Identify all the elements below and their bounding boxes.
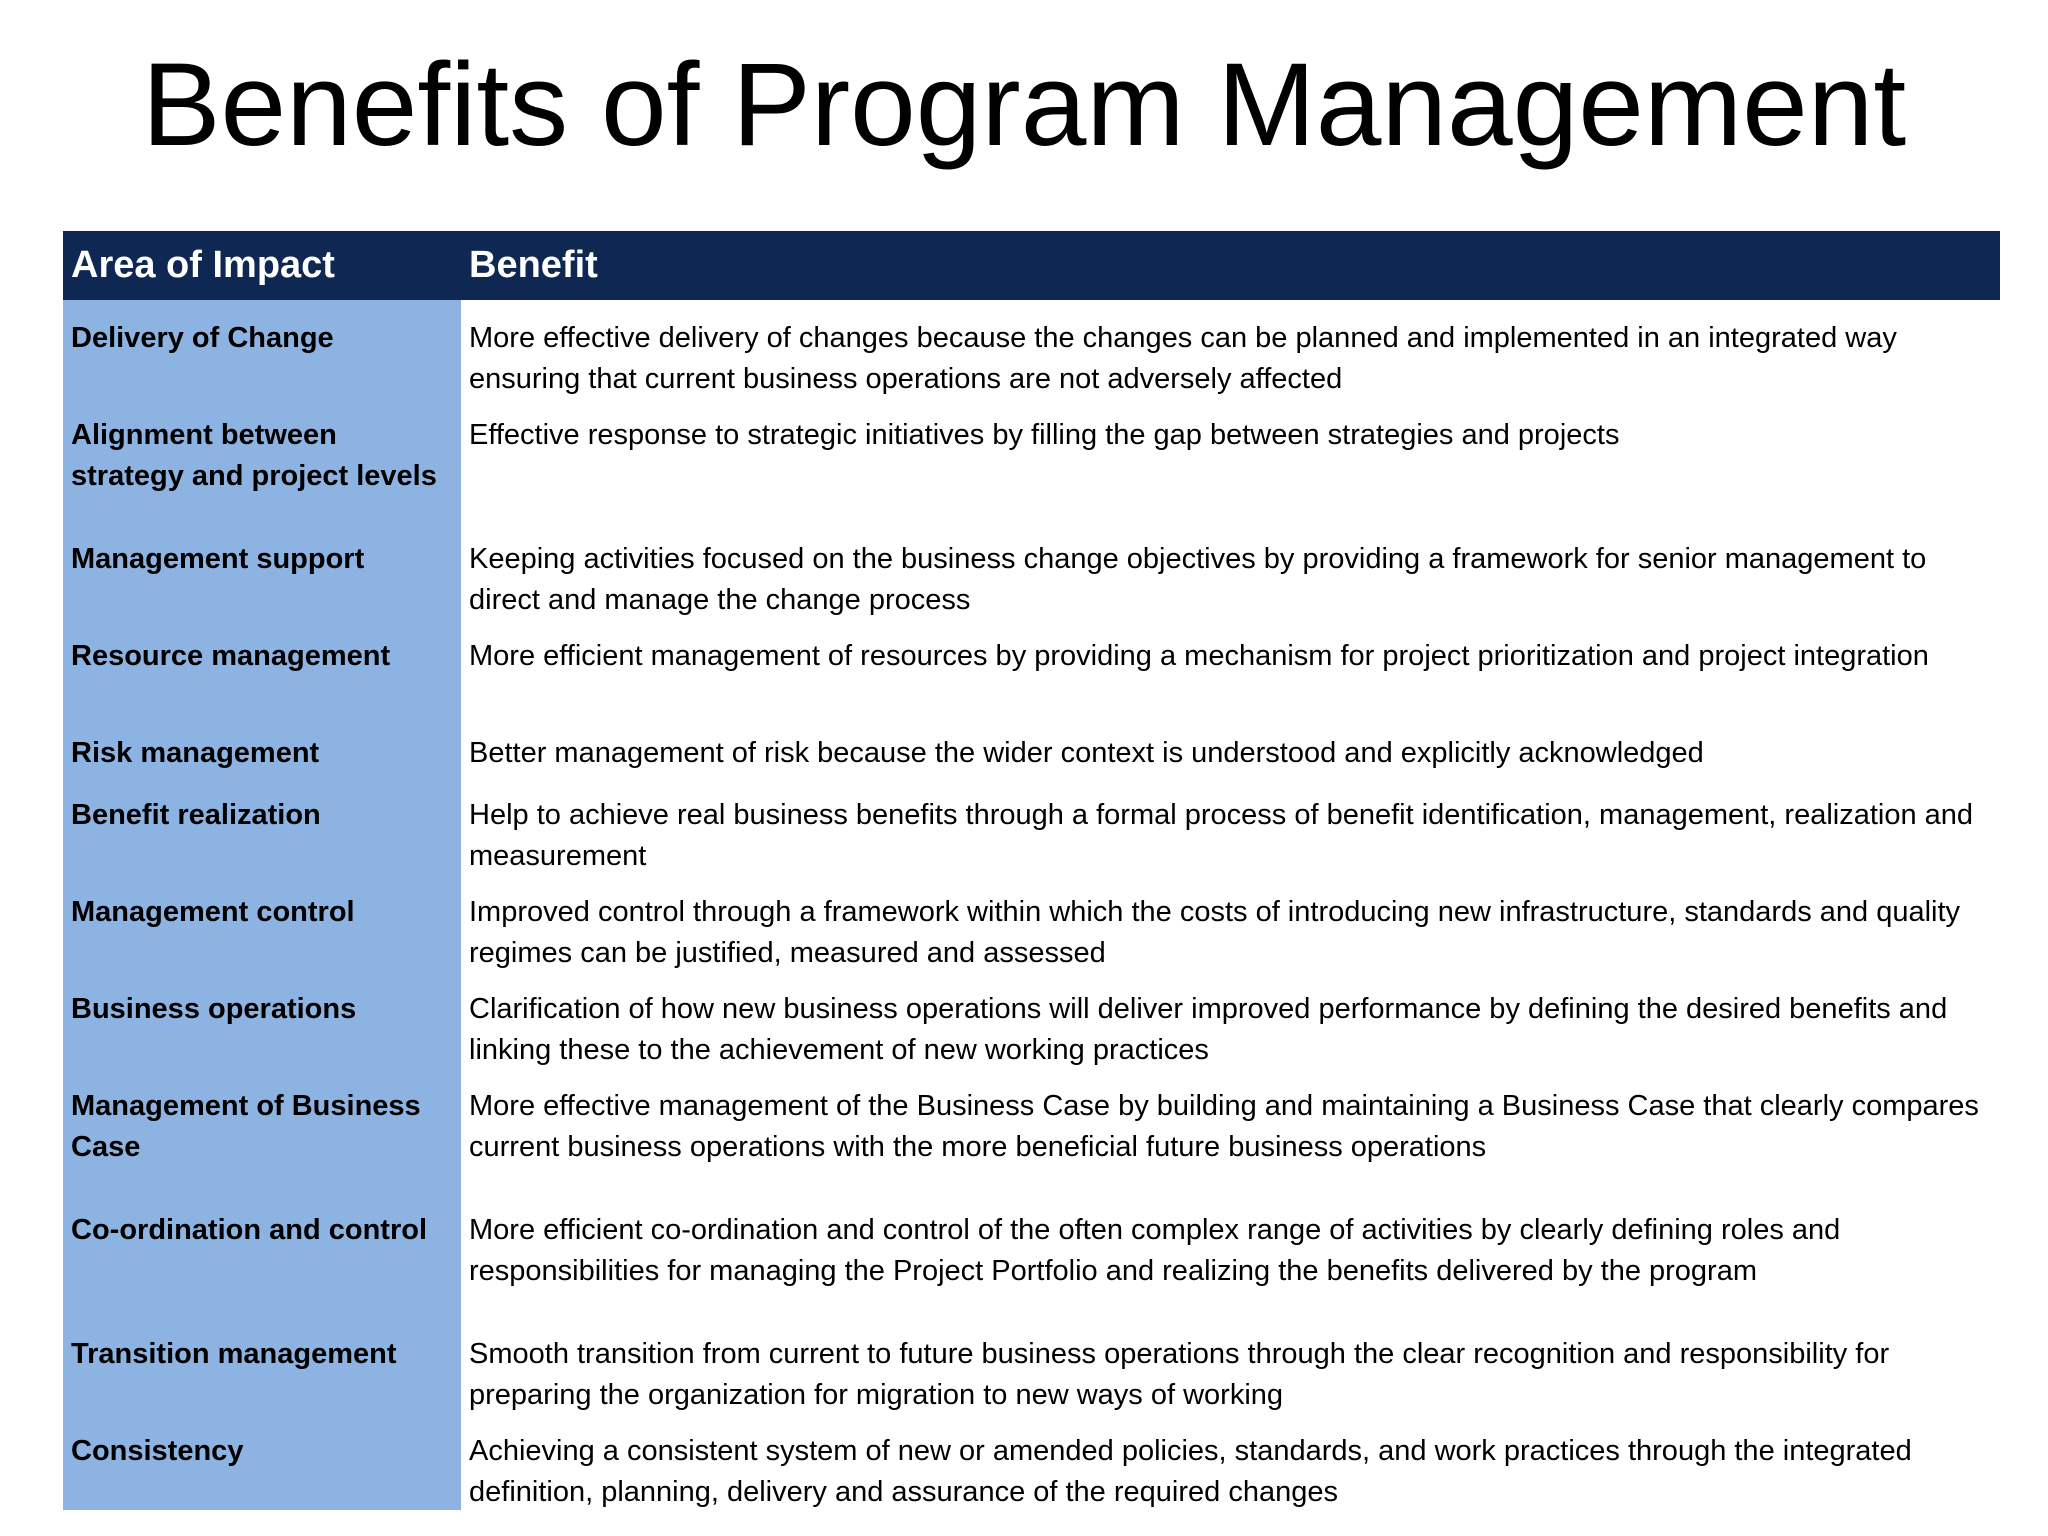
area-cell: Co-ordination and control	[63, 1192, 461, 1316]
area-cell: Business operations	[63, 971, 461, 1068]
area-cell: Delivery of Change	[63, 300, 461, 397]
benefit-cell: Smooth transition from current to future business operations through the clear recognition and responsibility for preparing the organization for migration to new ways of working	[461, 1316, 2000, 1413]
area-cell: Transition management	[63, 1316, 461, 1413]
slide-title: Benefits of Program Management	[141, 39, 1907, 171]
benefit-cell: Better management of risk because the wider context is understood and explicitly acknowledged	[461, 715, 2000, 777]
benefit-cell: More effective management of the Business Case by building and maintaining a Business Case that clearly compares current business operations with the more beneficial future business operations	[461, 1068, 2000, 1192]
benefit-cell: More efficient co-ordination and control of the often complex range of activities by clearly defining roles and responsibilities for managing the Project Portfolio and realizing the benefits delivered by the program	[461, 1192, 2000, 1316]
benefit-cell: Keeping activities focused on the business change objectives by providing a framework for senior management to direct and manage the change process	[461, 521, 2000, 618]
area-cell: Benefit realization	[63, 777, 461, 874]
benefit-cell: More effective delivery of changes because the changes can be planned and implemented in an integrated way ensuring that current business operations are not adversely affected	[461, 300, 2000, 397]
benefit-cell: Effective response to strategic initiatives by filling the gap between strategies and projects	[461, 397, 2000, 521]
area-cell: Risk management	[63, 715, 461, 777]
benefits-table	[63, 231, 2000, 1510]
benefit-cell: Help to achieve real business benefits through a formal process of benefit identification, management, realization and measurement	[461, 777, 2000, 874]
header-area-of-impact: Area of Impact	[63, 231, 461, 300]
benefit-cell: Achieving a consistent system of new or amended policies, standards, and work practices through the integrated definition, planning, delivery and assurance of the required changes	[461, 1413, 2000, 1510]
area-cell: Consistency	[63, 1413, 461, 1510]
benefit-cell: Improved control through a framework within which the costs of introducing new infrastructure, standards and quality regimes can be justified, measured and assessed	[461, 874, 2000, 971]
header-benefit: Benefit	[461, 231, 2000, 300]
area-cell: Management support	[63, 521, 461, 618]
area-cell: Management of Business Case	[63, 1068, 461, 1192]
area-cell: Resource management	[63, 618, 461, 715]
benefit-cell: Clarification of how new business operations will deliver improved performance by defining the desired benefits and linking these to the achievement of new working practices	[461, 971, 2000, 1068]
area-cell: Management control	[63, 874, 461, 971]
benefit-cell: More efficient management of resources by providing a mechanism for project prioritization and project integration	[461, 618, 2000, 715]
area-cell: Alignment between strategy and project levels	[63, 397, 461, 521]
